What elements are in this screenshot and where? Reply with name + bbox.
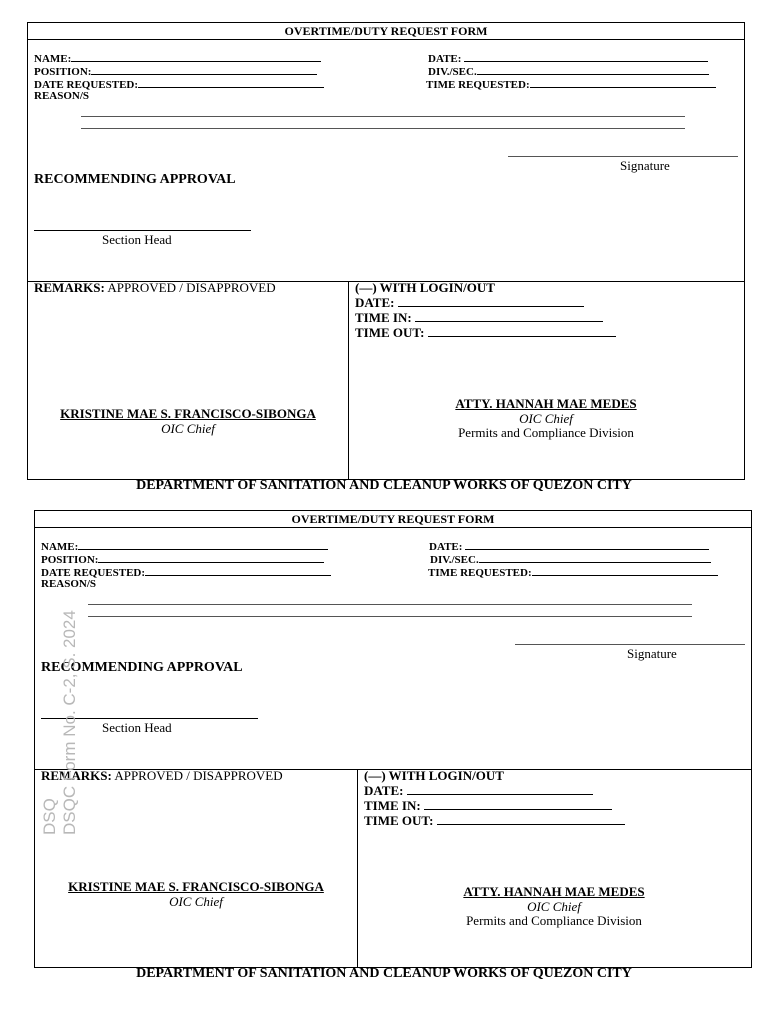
- time-requested-field[interactable]: [426, 78, 716, 91]
- right-signatory-name: ATTY. HANNAH MAE MEDES: [463, 884, 645, 899]
- time-in-field[interactable]: [364, 799, 612, 813]
- signature-line[interactable]: [515, 644, 745, 645]
- reason-label: REASON/S: [41, 578, 97, 590]
- signature-label: Signature: [627, 646, 677, 661]
- name-label: NAME:: [34, 53, 72, 65]
- login-date-field[interactable]: [355, 296, 584, 310]
- right-signatory-division: Permits and Compliance Division: [458, 425, 634, 440]
- form-title: OVERTIME/DUTY REQUEST FORM: [35, 511, 751, 528]
- date-field[interactable]: [429, 540, 709, 553]
- department-footer-1: DEPARTMENT OF SANITATION AND CLEANUP WORKS OF QUEZON CITY: [136, 478, 632, 493]
- time-out-label: TIME OUT:: [364, 813, 434, 828]
- remarks-value: APPROVED / DISAPPROVED: [114, 768, 283, 783]
- date-requested-label: DATE REQUESTED:: [41, 567, 146, 579]
- remarks: [34, 281, 276, 295]
- column-divider: [357, 769, 358, 967]
- column-divider: [348, 281, 349, 479]
- with-login-label[interactable]: (—) WITH LOGIN/OUT: [364, 768, 504, 783]
- right-signatory-name: ATTY. HANNAH MAE MEDES: [455, 396, 637, 411]
- position-field[interactable]: [34, 65, 317, 78]
- right-signatory-division: Permits and Compliance Division: [466, 913, 642, 928]
- time-in-label: TIME IN:: [364, 798, 421, 813]
- reason-line-2[interactable]: [88, 616, 692, 617]
- remarks-value: APPROVED / DISAPPROVED: [107, 280, 276, 295]
- form-number-watermark: [40, 610, 80, 835]
- with-login-label[interactable]: (—) WITH LOGIN/OUT: [355, 280, 495, 295]
- date-label: DATE:: [429, 541, 463, 553]
- recommending-approval: RECOMMENDING APPROVAL: [34, 172, 236, 187]
- reason-line-1[interactable]: [81, 116, 685, 117]
- date-field[interactable]: [428, 52, 708, 65]
- left-signatory-name: KRISTINE MAE S. FRANCISCO-SIBONGA: [68, 879, 324, 894]
- section-head-label: Section Head: [102, 720, 172, 735]
- date-label: DATE:: [428, 53, 462, 65]
- time-out-field[interactable]: [364, 814, 625, 828]
- position-label: POSITION:: [41, 554, 99, 566]
- time-out-field[interactable]: [355, 326, 616, 340]
- section-head-label: Section Head: [102, 232, 172, 247]
- right-signatory-title: OIC Chief: [527, 899, 581, 914]
- watermark-line-1: DSQ: [40, 798, 59, 835]
- div-sec-field[interactable]: [430, 553, 711, 566]
- time-out-label: TIME OUT:: [355, 325, 425, 340]
- time-requested-label: TIME REQUESTED:: [428, 567, 532, 579]
- remarks-label: REMARKS:: [34, 280, 105, 295]
- left-signatory-title: OIC Chief: [161, 421, 215, 436]
- name-field[interactable]: [41, 540, 328, 553]
- time-in-label: TIME IN:: [355, 310, 412, 325]
- time-requested-label: TIME REQUESTED:: [426, 79, 530, 91]
- name-label: NAME:: [41, 541, 79, 553]
- login-date-label: DATE:: [355, 295, 395, 310]
- div-sec-field[interactable]: [428, 65, 709, 78]
- signature-label: Signature: [620, 158, 670, 173]
- remarks-label: REMARKS:: [41, 768, 112, 783]
- reason-line-2[interactable]: [81, 128, 685, 129]
- overtime-form-1: [27, 22, 745, 480]
- reason-label: REASON/S: [34, 90, 90, 102]
- login-date-label: DATE:: [364, 783, 404, 798]
- name-field[interactable]: [34, 52, 321, 65]
- overtime-form-2: [34, 510, 752, 968]
- watermark-line-2: DSQC Form No. C-2, S. 2024: [60, 610, 79, 835]
- position-field[interactable]: [41, 553, 324, 566]
- position-label: POSITION:: [34, 66, 92, 78]
- div-sec-label: DIV./SEC.: [428, 66, 477, 78]
- left-signatory-title: OIC Chief: [169, 894, 223, 909]
- div-sec-label: DIV./SEC.: [430, 554, 479, 566]
- left-signatory-name: KRISTINE MAE S. FRANCISCO-SIBONGA: [60, 406, 316, 421]
- time-in-field[interactable]: [355, 311, 603, 325]
- time-requested-field[interactable]: [428, 566, 718, 579]
- recommending-approval: RECOMMENDING APPROVAL: [41, 660, 243, 675]
- form-title: OVERTIME/DUTY REQUEST FORM: [28, 23, 744, 40]
- department-footer-2: DEPARTMENT OF SANITATION AND CLEANUP WORKS OF QUEZON CITY: [136, 966, 632, 981]
- date-requested-label: DATE REQUESTED:: [34, 79, 139, 91]
- section-head-line[interactable]: [34, 230, 251, 231]
- right-signatory-title: OIC Chief: [519, 411, 573, 426]
- signature-line[interactable]: [508, 156, 738, 157]
- reason-line-1[interactable]: [88, 604, 692, 605]
- login-date-field[interactable]: [364, 784, 593, 798]
